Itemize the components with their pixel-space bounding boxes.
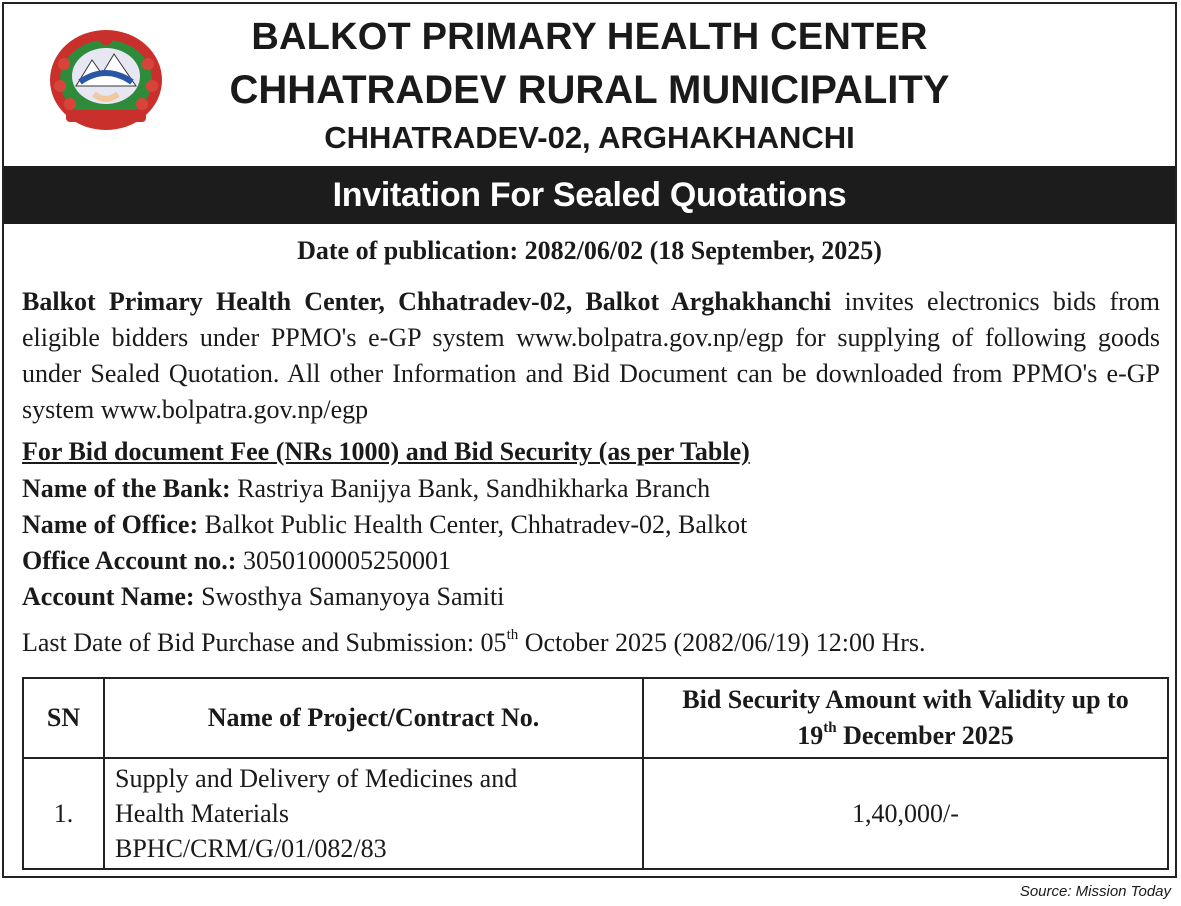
fee-heading bbox=[22, 437, 750, 467]
bank-label: Name of the Bank: bbox=[22, 474, 231, 503]
notice-header bbox=[4, 4, 1175, 168]
account-no-label: Office Account no.: bbox=[22, 546, 237, 575]
deadline-suffix: October 2025 (2082/06/19) 12:00 Hrs. bbox=[518, 628, 926, 657]
row-contract-no: BPHC/CRM/G/01/082/83 bbox=[115, 834, 387, 863]
title-line-2: CHHATRADEV RURAL MUNICIPALITY bbox=[229, 68, 950, 112]
deadline-prefix: Last Date of Bid Purchase and Submission: 05 bbox=[22, 628, 507, 657]
office-label: Name of Office: bbox=[22, 510, 199, 539]
deadline-sup: th bbox=[506, 627, 519, 644]
title-line-1: BALKOT PRIMARY HEALTH CENTER bbox=[251, 16, 928, 58]
office-line bbox=[22, 510, 747, 540]
notice-banner: Invitation For Sealed Quotations bbox=[4, 166, 1175, 224]
table-row bbox=[23, 758, 1168, 869]
col-name: Name of Project/Contract No. bbox=[104, 678, 643, 758]
account-no-value: 3050100005250001 bbox=[236, 546, 451, 575]
intro-paragraph bbox=[22, 284, 1160, 428]
publication-date: Date of publication: 2082/06/02 (18 September, 2025) bbox=[297, 236, 882, 265]
row-amount: 1,40,000/- bbox=[643, 758, 1168, 869]
row-name bbox=[104, 758, 643, 869]
row-sn: 1. bbox=[23, 758, 104, 869]
source-credit: Source: Mission Today bbox=[1019, 883, 1171, 900]
notice-frame bbox=[2, 2, 1177, 878]
bid-table bbox=[22, 677, 1169, 870]
col-amount-date-rest: December 2025 bbox=[836, 721, 1014, 750]
account-no-line bbox=[22, 546, 451, 576]
account-name-line bbox=[22, 582, 504, 612]
intro-text: invites electronics bids from eligible bidders under PPMO's e-GP system www.bolpatra.gov.np/egp for supplying of following goods under Sealed Quotation. All other Information and Bid Document can be downloaded from PPMO's e-GP system www.bolpatra.gov.np/egp bbox=[22, 287, 1160, 424]
row-name-line2: Health Materials bbox=[115, 799, 289, 828]
row-name-line1: Supply and Delivery of Medicines and bbox=[115, 764, 518, 793]
deadline-line bbox=[22, 628, 926, 658]
col-sn: SN bbox=[23, 678, 104, 758]
table-header-row bbox=[23, 678, 1168, 758]
office-value: Balkot Public Health Center, Chhatradev-02, Balkot bbox=[198, 510, 748, 539]
account-name-label: Account Name: bbox=[22, 582, 195, 611]
bank-value: Rastriya Banijya Bank, Sandhikharka Branch bbox=[230, 474, 711, 503]
bank-line bbox=[22, 474, 710, 504]
col-amount-sup: th bbox=[823, 720, 837, 737]
title-line-3: CHHATRADEV-02, ARGHAKHANCHI bbox=[324, 120, 855, 155]
col-amount-line1: Bid Security Amount with Validity up to bbox=[682, 685, 1129, 714]
col-amount bbox=[643, 678, 1168, 758]
fee-heading-text: For Bid document Fee (NRs 1000) and Bid Security (as per Table) bbox=[22, 437, 750, 466]
account-name-value: Swosthya Samanyoya Samiti bbox=[194, 582, 505, 611]
col-amount-date: 19 bbox=[797, 721, 824, 750]
intro-bold: Balkot Primary Health Center, Chhatradev-02, Balkot Arghakhanchi bbox=[22, 287, 832, 316]
